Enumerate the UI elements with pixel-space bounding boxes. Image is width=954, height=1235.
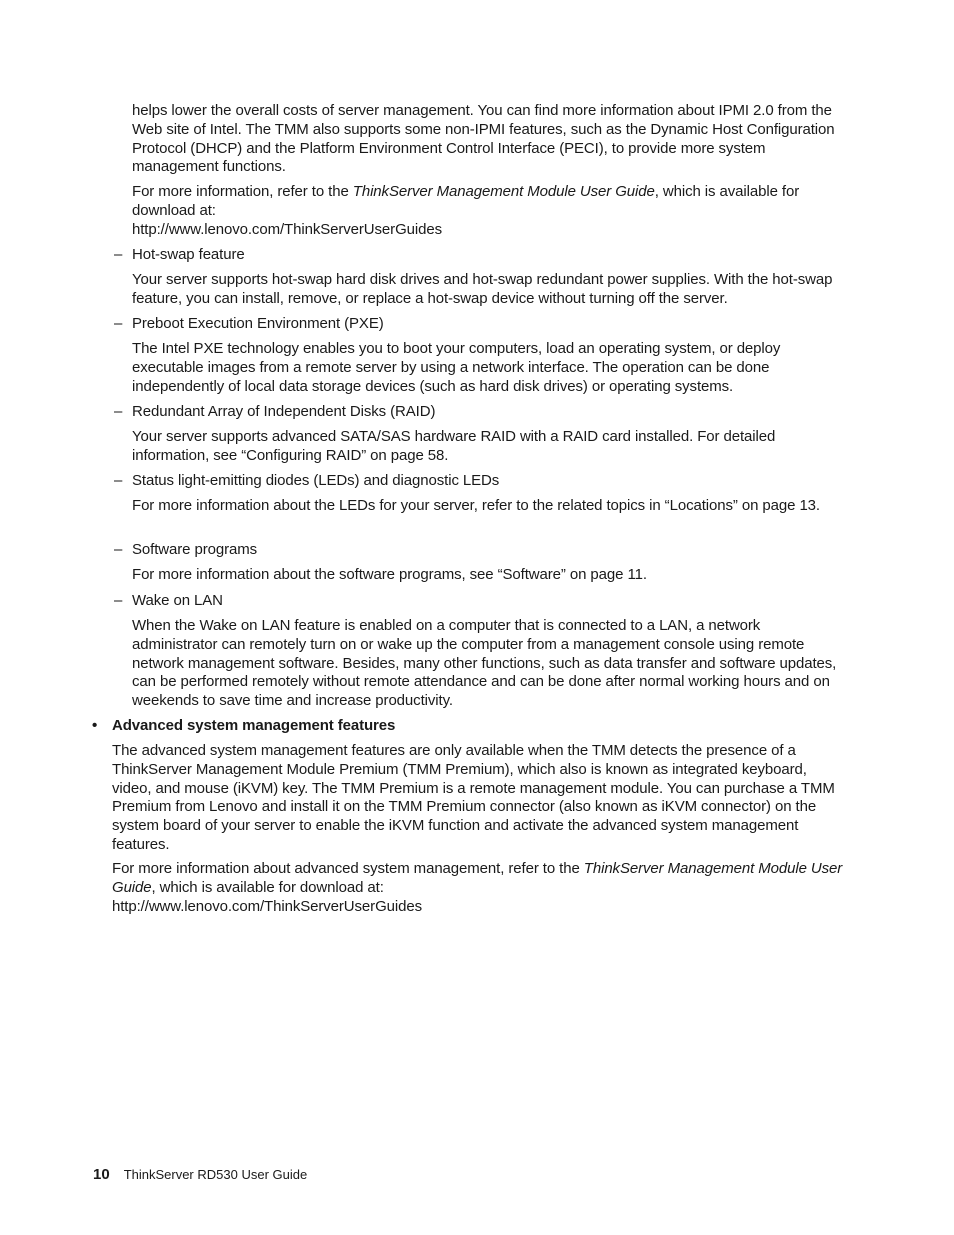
advanced-more-info-text-end: , which is available for download at: [151,878,384,896]
more-info-paragraph [132,183,848,239]
page-number: 10 [93,1166,110,1183]
guide-title: ThinkServer Management Module User Guide [112,860,843,896]
advanced-more-info-text: For more information about advanced system management, refer to the [112,860,584,877]
sub-item-title: Preboot Execution Environment (PXE) [132,315,384,332]
more-info-text: For more information, refer to the [132,183,353,200]
sub-item-body: Your server supports advanced SATA/SAS hardware RAID with a RAID card installed. For detailed information, see “Configuring RAID” on page 58. [132,428,776,464]
dash-marker: – [114,403,123,420]
continuation-paragraph: helps lower the overall costs of server management. You can find more information about IPMI 2.0 from the Web site of Intel. The TMM also supports some non-IPMI features, such as the Dynamic Host Configuration Protocol (DHCP) and the Platform Environment Control Interface (PECI), to provide more system management functions. [132,102,835,176]
sub-item-body: Your server supports hot-swap hard disk drives and hot-swap redundant power supplies. With the hot-swap feature, you can install, remove, or replace a hot-swap device without turning off the server. [132,271,833,307]
sub-item-title: Software programs [132,541,258,558]
bullet-marker: • [92,717,98,734]
sub-item-title: Status light-emitting diodes (LEDs) and diagnostic LEDs [132,472,500,489]
advanced-paragraph: The advanced system management features are only available when the TMM detects the presence of a ThinkServer Management Module Premium (TMM Premium), which also is known as integrated keyboard, video, and mouse (iKVM) key. The TMM Premium is a remote management module. You can purchase a TMM Premium from Lenovo and install it on the TMM Premium connector (also known as iKVM connector) on the system board of your server to enable the iKVM function and activate the advanced system management features. [112,742,835,853]
sub-item-title: Wake on LAN [132,592,223,609]
dash-marker: – [114,592,123,609]
advanced-more-info [112,860,848,916]
section-heading: Advanced system management features [112,717,396,734]
guide-url: http://www.lenovo.com/ThinkServerUserGuides [132,220,442,238]
sub-item-title: Redundant Array of Independent Disks (RAID) [132,403,436,420]
footer-doc-title: ThinkServer RD530 User Guide [123,1167,308,1182]
guide-title: ThinkServer Management Module User Guide [352,183,655,200]
sub-item-title: Hot-swap feature [132,246,245,263]
dash-marker: – [114,315,123,332]
sub-item-body: When the Wake on LAN feature is enabled on a computer that is connected to a LAN, a network administrator can remotely turn on or wake up the computer from a management console using remote network management software. Besides, many other functions, such as data transfer and software updates, can be performed remotely without remote attendance and can be done after normal working hours and on weekends to save time and increase productivity. [132,617,837,710]
sub-item-body: For more information about the LEDs for your server, refer to the related topics in “Locations” on page 13. [132,497,820,514]
dash-marker: – [114,541,123,558]
sub-item-body: For more information about the software programs, see “Software” on page 11. [132,566,647,583]
more-info-text-end: , which is available for download at: [132,183,800,219]
page-footer [93,1167,307,1183]
dash-marker: – [114,246,123,263]
sub-item-body: The Intel PXE technology enables you to boot your computers, load an operating system, or deploy executable images from a remote server by using a network interface. The operation can be done independently of local data storage devices (such as hard disk drives) or operating systems. [132,340,781,395]
dash-marker: – [114,472,123,489]
guide-url: http://www.lenovo.com/ThinkServerUserGuides [112,897,422,915]
